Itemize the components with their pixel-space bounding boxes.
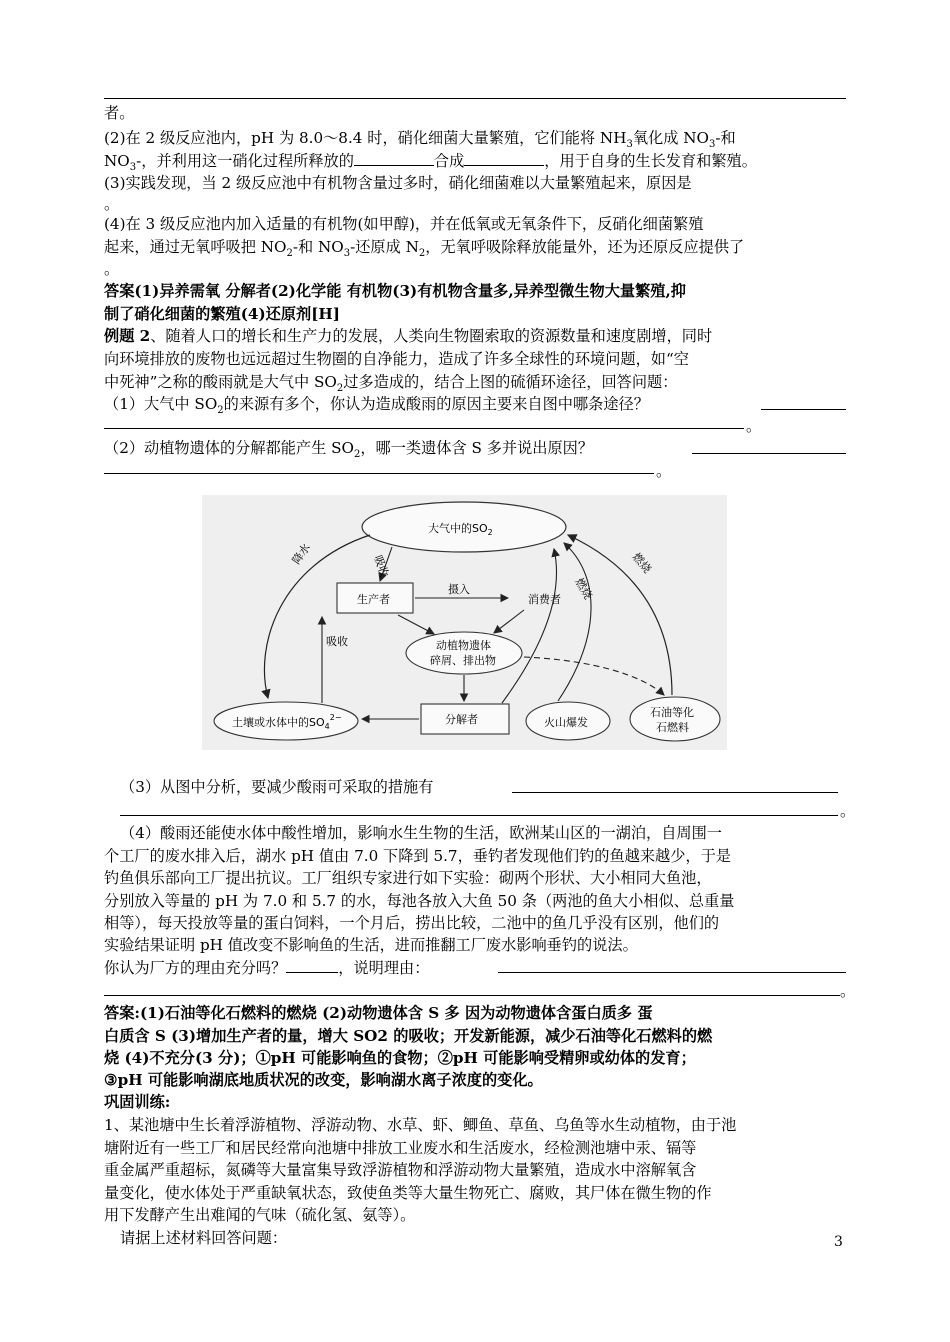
answer-blank[interactable] [104,473,654,474]
text-line: 用下发酵产生出难闻的气味（硫化氢、氨等）。 [104,1206,416,1224]
remains-label-1: 动植物遗体 [436,639,491,652]
text-line: (3)实践发现，当 2 级反应池中有机物含量过多时，硝化细菌难以大量繁殖起来，原因是 [104,174,692,192]
answer-text: ③pH 可能影响湖底地质状况的改变，影响湖水离子浓度的变化。 [104,1071,543,1089]
decomposer-label: 分解者 [445,713,478,726]
answer-blank[interactable] [104,428,744,429]
text-line: 分别放入等量的 pH 为 7.0 和 5.7 的水，每池各放入大鱼 50 条（两池的鱼大小相似、总重量 [104,892,735,910]
text-line: 。 [104,260,120,278]
consumer-label: 消费者 [528,593,561,606]
text-line: 塘附近有一些工厂和居民经常向池塘中排放工业废水和生活废水，经检测池塘中汞、镉等 [104,1139,697,1157]
text-line: $NO_3-$，并利用这一硝化过程所释放的 合成 ，用于自身的生长发育和繁殖。 [104,152,757,174]
decomposer-to-atm-arrow [502,549,556,703]
example-heading: 例题 2、随着人口的增长和生产力的发展，人类向生物圈索取的资源数量和速度剧增，同时 [104,327,713,345]
section-heading: 巩固训练: [104,1093,171,1111]
sulfur-cycle-diagram [202,495,727,750]
answer-blank[interactable] [354,151,434,166]
consumer-to-remains-arrow [494,610,524,633]
text-line: 量变化，使水体处于严重缺氧状态，致使鱼类等大量生物死亡、腐败，其尸体在微生物的作 [104,1184,712,1202]
text-line: 。 [746,417,762,435]
answer-blank[interactable] [498,972,846,973]
text-line: 实验结果证明 pH 值改变不影响鱼的生活，进而推翻工厂废水影响垂钓的说法。 [104,936,638,954]
text-line: 重金属严重超标，氮磷等大量富集导致浮游植物和浮游动物大量繁殖，造成水中溶解氧含 [104,1161,697,1179]
header-rule [104,98,846,99]
question-1: （1）大气中 $SO_2$的来源有多个，你认为造成酸雨的原因主要来自图中哪条途径？ [104,395,649,417]
rainfall-arrow [264,535,370,698]
text-line: 相等），每天投放等量的蛋白饲料，一个月后，捞出比较，二池中的鱼几乎没有区别，他们的 [104,914,720,932]
text-line: 个工厂的废水排入后，湖水 pH 值由 7.0 下降到 5.7，垂钓者发现他们钓的鱼越来越少，于是 [104,847,731,865]
answer-blank[interactable] [761,409,846,410]
text-line: 者。 [104,104,135,122]
fossil-label-2: 石燃料 [656,721,689,734]
answer-text: 答案(1)异养需氧 分解者(2)化学能 有机物(3)有机物含量多,异养型微生物大量繁殖,抑 [104,282,686,300]
question-2: （2）动植物遗体的分解都能产生 $SO_2$，哪一类遗体含 S 多并说出原因？ [104,439,594,461]
absorb-left-label: 吸收 [326,635,348,648]
producer-label: 生产者 [357,593,390,606]
question-3: （3）从图中分析，要减少酸雨可采取的措施有 [120,778,434,796]
atmosphere-label: 大气中的$SO_2$ [428,522,493,537]
producer-to-remains-arrow [398,615,434,634]
fossil-fuel-ellipse [630,697,720,741]
text-line: 。 [104,195,120,213]
text-line: 1、某池塘中生长着浮游植物、浮游动物、水草、虾、鲫鱼、草鱼、乌鱼等水生动植物，由于池 [104,1116,737,1134]
answer-blank[interactable] [464,151,544,166]
page-number: 3 [834,1234,843,1250]
question-4: （4）酸雨还能使水体中酸性增加，影响水生生物的生活，欧洲某山区的一湖泊，自周围一 [120,824,722,842]
volcano-to-atm-arrow [558,543,591,701]
answer-text: 制了硝化细菌的繁殖(4)还原剂[H] [104,305,340,323]
fossil-label-1: 石油等化 [650,706,694,719]
text-line: 你认为厂方的理由充分吗？ ，说明理由： [104,959,430,977]
text-line: 向环境排放的废物也远远超过生物圈的自净能力，造成了许多全球性的环境问题，如“空 [104,350,689,368]
fossil-to-atm-arrow [568,535,672,695]
text-line: (2)在 2 级反应池内，pH 为 8.0～8.4 时，硝化细菌大量繁殖，它们能将 $NH_3$氧化成 $NO_3-$和 [104,129,736,151]
remains-to-fossil-arrow [524,657,664,695]
rainfall-label: 降水 [289,541,314,567]
text-line: 。 [840,802,856,820]
text-line: 请据上述材料回答问题： [120,1229,288,1247]
text-line: 。 [840,982,856,1000]
absorb-top-label: 吸收 [371,553,391,579]
answer-text: 白质含 S (3)增加生产者的量，增大 SO2 的吸收；开发新能源，减少石油等化石燃料的燃 [104,1027,713,1045]
text-line: (4)在 3 级反应池内加入适量的有机物(如甲醇)，并在低氧或无氧条件下，反硝化细菌繁殖 [104,215,704,233]
burn-label-1: 燃烧 [572,576,595,602]
volcano-label: 火山爆发 [544,716,588,729]
answer-blank[interactable] [104,995,840,996]
answer-blank[interactable] [692,453,846,454]
text-line: 。 [656,462,672,480]
answer-blank[interactable] [512,792,838,793]
answer-blank[interactable] [120,815,838,816]
answer-text: 烧 (4)不充分(3 分)；①pH 可能影响鱼的食物；②pH 可能影响受精卵或幼体的发育； [104,1049,696,1067]
text-line: 起来，通过无氧呼吸把 $NO_2-$和 $NO_3-$还原成 $N_2$，无氧呼吸除释放能量外，还为还原反应提供了 [104,238,745,260]
ingest-label: 摄入 [448,583,470,596]
answer-blank[interactable] [286,958,338,973]
remains-label-2: 碎屑、排出物 [430,654,496,667]
answer-text: 答案:(1)石油等化石燃料的燃烧 (2)动物遗体含 S 多 因为动物遗体含蛋白质多 蛋 [104,1004,653,1022]
text-line: 钓鱼俱乐部向工厂提出抗议。工厂组织专家进行如下实验：砌两个形状、大小相同大鱼池， [104,869,712,887]
soil-water-label: 土壤或水体中的$SO_4^{2-}$ [232,713,342,731]
burn-label-2: 燃烧 [629,550,654,576]
text-line: 中死神”之称的酸雨就是大气中 $SO_2$过多造成的，结合上图的硫循环途径，回答问题： [104,373,678,395]
